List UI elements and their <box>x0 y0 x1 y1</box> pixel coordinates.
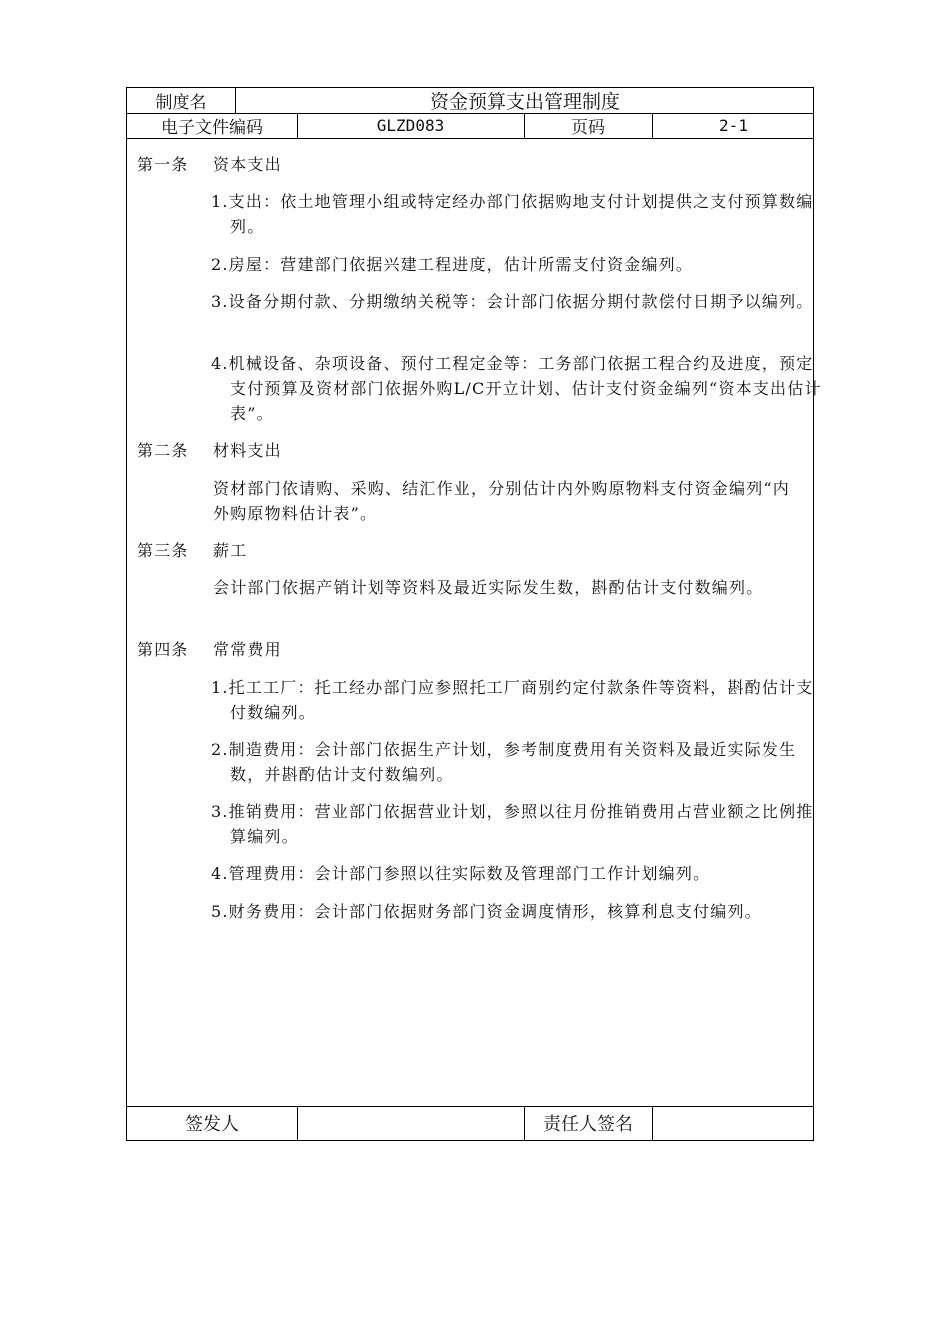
article-heading <box>137 152 282 177</box>
document-title: 资金预算支出管理制度 <box>429 91 620 113</box>
article-heading <box>137 538 247 563</box>
article-title: 材料支出 <box>213 441 282 460</box>
signer-field[interactable] <box>297 1106 524 1140</box>
document-body <box>127 138 822 1106</box>
article-paragraph: 会计部门依据产销计划等资料及最近实际发生数，斟酌估计支付数编列。 <box>213 578 764 597</box>
article-heading <box>137 438 282 463</box>
article-title: 常常费用 <box>213 640 282 659</box>
article-title: 薪工 <box>213 541 248 560</box>
list-item: 5.财务费用：会计部门依据财务部门资金调度情形，核算利息支付编列。 <box>211 902 762 921</box>
regulation-form <box>126 87 822 1141</box>
article-number: 第三条 <box>137 541 189 560</box>
article-title: 资本支出 <box>213 155 282 174</box>
list-item: 3.设备分期付款、分期缴纳关税等：会计部门依据分期付款偿付日期予以编列。 <box>211 292 814 311</box>
code-label: 电子文件编码 <box>161 118 263 138</box>
article-number: 第四条 <box>137 640 189 659</box>
list-item: 4.管理费用：会计部门参照以往实际数及管理部门工作计划编列。 <box>211 864 711 883</box>
article-heading <box>137 637 282 662</box>
name-label: 制度名 <box>155 93 207 113</box>
article-number: 第一条 <box>137 155 189 174</box>
code-value: GLZD083 <box>376 116 445 135</box>
list-item: 2.制造费用：会计部门依据生产计划，参考制度费用有关资料及最近实际发生数，并斟酌估计支付数编列。 <box>211 740 797 784</box>
signer-label: 签发人 <box>185 1114 239 1135</box>
responsible-signature-field[interactable] <box>652 1106 815 1140</box>
responsible-label: 责任人签名 <box>543 1114 633 1135</box>
list-item: 2.房屋：营建部门依据兴建工程进度，估计所需支付资金编列。 <box>211 255 694 274</box>
article-paragraph: 资材部门依请购、采购、结汇作业，分别估计内外购原物料支付资金编列“内外购原物料估计表”。 <box>213 479 790 523</box>
page-value: 2-1 <box>719 116 748 135</box>
list-item: 1.托工工厂：托工经办部门应参照托工厂商别约定付款条件等资料，斟酌估计支付数编列。 <box>211 678 814 722</box>
list-item: 1.支出：依土地管理小组或特定经办部门依据购地支付计划提供之支付预算数编列。 <box>211 192 814 236</box>
article-number: 第二条 <box>137 441 189 460</box>
list-item: 3.推销费用：营业部门依据营业计划，参照以往月份推销费用占营业额之比例推算编列。 <box>211 802 814 846</box>
list-item: 4.机械设备、杂项设备、预付工程定金等：工务部门依据工程合约及进度，预定支付预算及资材部门依据外购L/C开立计划、估计支付资金编列“资本支出估计表”。 <box>211 354 822 423</box>
page-label: 页码 <box>571 118 605 138</box>
